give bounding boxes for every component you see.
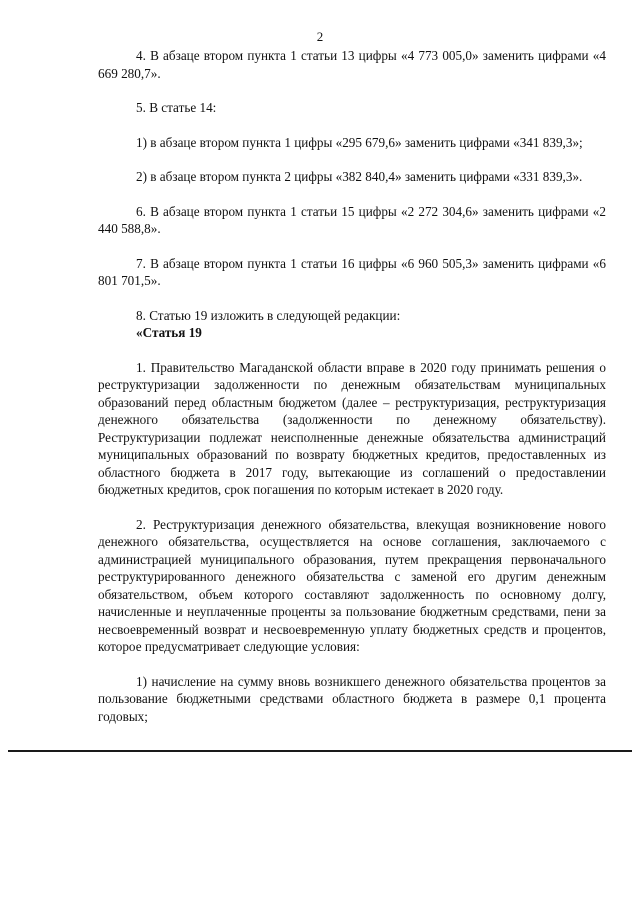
article-19-title: «Статья 19 bbox=[136, 325, 202, 340]
item-6: 6. В абзаце втором пункта 1 статьи 15 цифры «2 272 304,6» заменить цифрами «2 440 588,8». bbox=[98, 203, 606, 236]
article-19-paragraph-2-subitem-1: 1) начисление на сумму вновь возникшего денежного обязательства процентов за пользование бюджетными средствами областного бюджета в размере 0,1 процента годовых; bbox=[98, 673, 606, 724]
item-5-subitem-2: 2) в абзаце втором пункта 2 цифры «382 840,4» заменить цифрами «331 839,3». bbox=[136, 169, 583, 184]
item-8: 8. Статью 19 изложить в следующей редакции: bbox=[136, 307, 401, 323]
item-5: 5. В статье 14: bbox=[136, 100, 217, 115]
item-7: 7. В абзаце втором пункта 1 статьи 16 цифры «6 960 505,3» заменить цифрами «6 801 701,5». bbox=[98, 255, 606, 288]
page-number: 2 bbox=[316, 29, 324, 44]
article-19-paragraph-1: 1. Правительство Магаданской области вправе в 2020 году принимать решения о реструктуризации задолженности по денежным обязательствам муниципальных образований перед областным бюджетом (далее – реструктуризация, реструктуризация денежного обязательства (задолженности по денежному обязательству). Реструктуризации подлежат неисполненные денежные обязательства администраций муниципальных образований по возврату бюджетных кредитов, предоставленных из областного бюджета в 2017 году, вытекающие из соглашений о предоставлении бюджетных кредитов, срок погашения по которым истекает в 2020 году. bbox=[98, 359, 606, 497]
page-bottom-rule bbox=[8, 750, 632, 752]
article-19-paragraph-2: 2. Реструктуризация денежного обязательства, влекущая возникновение нового денежного обязательства, осуществляется на основе соглашения, заключаемого с администрацией муниципального образования, путем прекращения первоначального реструктурированного денежного обязательства с заменой его другим денежным обязательством, объем которого составляют задолженность по основному долгу, начисленные и неуплаченные проценты за пользование бюджетным средствами, пени за несвоевременный возврат и несвоевременную уплату бюджетных средств и процентов, которое предусматривает следующие условия: bbox=[98, 516, 606, 654]
item-5-subitem-1: 1) в абзаце втором пункта 1 цифры «295 679,6» заменить цифрами «341 839,3»; bbox=[136, 134, 583, 150]
item-4: 4. В абзаце втором пункта 1 статьи 13 цифры «4 773 005,0» заменить цифрами «4 669 280,7». bbox=[98, 48, 606, 81]
document-body bbox=[98, 47, 606, 725]
